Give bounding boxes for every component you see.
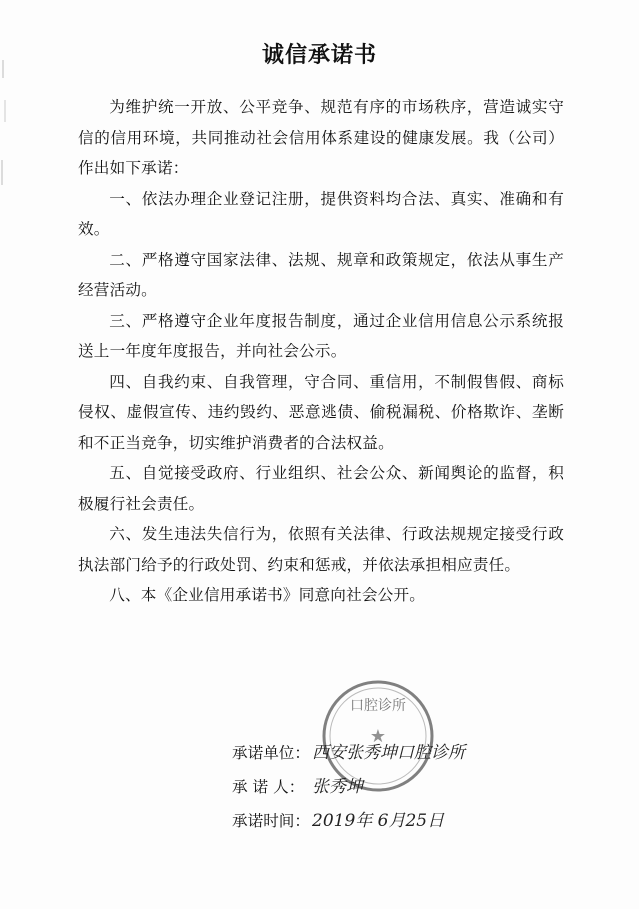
paragraph-item-1: 一、依法办理企业登记注册，提供资料均合法、真实、准确和有效。 (78, 189, 564, 238)
stamp-text: 口腔诊所 (350, 698, 406, 714)
signature-block (232, 736, 465, 838)
signature-date-row (232, 804, 465, 838)
signature-unit-row (232, 736, 465, 770)
svg-text:★: ★ (369, 726, 387, 747)
signature-person-handwriting: 张秀坤 (312, 777, 363, 797)
signature-unit-handwriting: 西安张秀坤口腔诊所 (312, 743, 465, 763)
signature-date-label: 承诺时间： (232, 812, 310, 830)
paragraph-item-3: 三、严格遵守企业年度报告制度，通过企业信用信息公示系统报送上一年度年度报告，并向社会公示。 (78, 311, 564, 360)
signature-person-label: 承 诺 人： (232, 778, 305, 796)
signature-person-row (232, 770, 465, 804)
paragraph-item-8: 八、本《企业信用承诺书》同意向社会公开。 (109, 586, 426, 604)
paragraph-item-4: 四、自我约束、自我管理，守合同、重信用，不制假售假、商标侵权、虚假宣传、违约毁约、恶意逃债、偷税漏税、价格欺诈、垄断和不正当竞争，切实维护消费者的合法权益。 (78, 372, 564, 452)
paragraph-item-2: 二、严格遵守国家法律、法规、规章和政策规定，依法从事生产经营活动。 (78, 250, 564, 299)
document-title: 诚信承诺书 (261, 43, 377, 68)
paragraph-intro: 为维护统一开放、公平竞争、规范有序的市场秩序，营造诚实守信的信用环境，共同推动社会信用体系建设的健康发展。我（公司）作出如下承诺： (78, 98, 564, 177)
signature-date-handwriting: 2019年 6月25日 (312, 811, 445, 831)
paragraph-item-6: 六、发生违法失信行为，依照有关法律、行政法规规定接受行政执法部门给予的行政处罚、约束和惩戒，并依法承担相应责任。 (78, 525, 564, 574)
document-body (78, 92, 564, 611)
scan-edge-marks (0, 60, 10, 190)
paragraph-item-5: 五、自觉接受政府、行业组织、社会公众、新闻舆论的监督，积极履行社会责任。 (78, 464, 564, 513)
signature-unit-label: 承诺单位： (232, 744, 310, 762)
